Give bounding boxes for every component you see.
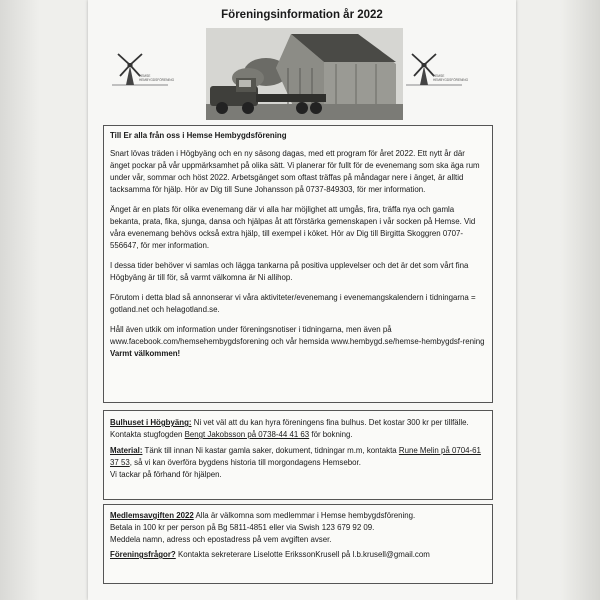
bulhus-text-b: för bokning. [309,430,353,439]
fee-payment: Betala in 100 kr per person på Bg 5811-4851 eller via Swish 123 679 92 09. [110,523,375,532]
svg-text:HEMBYGDSFÖRENING: HEMBYGDSFÖRENING [433,78,469,82]
material-contact: Rune Melin på 0704-61 37 53 [110,446,481,467]
bulhus-material-section [103,410,493,500]
fee-text: Alla är välkomna som medlemmar i Hemse hembygdsförening. [193,511,416,520]
material-text-a: Tänk till innan Ni kastar gamla saker, dokument, tidningar m.m, kontakta [142,446,399,455]
bulhus-text-a: Ni vet väl att du kan hyra föreningens fina bulhus. Det kostar 300 kr per tillfälle. Kontakta stugfogden [110,418,469,439]
questions-text: Kontakta sekreterare Liselotte ErikssonKrusell på l.b.krusell@gmail.com [175,550,430,559]
welcome-paragraph-1: Snart lövas träden i Högbyäng och en ny säsong dagas, med ett program för året 2022. Ett nytt år där änget pockar på vår uppmärksamhet på olika sätt. Vi planerar för fullt för de evenemang som ska äga rum under vår, sommar och höst 2022. Arbetsgänget som oftast träffas på måndagar nere i änget, är alltid tacksamma för hjälp. Hör av Dig till Sune Johansson på 0737-849303, för mer information. [110,149,480,194]
material-text-b: , så vi kan överföra bygdens historia till morgondagens Hemsebor. [129,458,361,467]
windmill-icon [112,52,175,92]
welcome-closing: Varmt välkommen! [110,349,181,358]
svg-text:HEMSE: HEMSE [433,74,445,78]
bulhus-contact: Bengt Jakobsson på 0738-44 41 63 [184,430,310,439]
windmill-logo-right [406,52,486,112]
barn-photo [206,28,403,120]
questions-label: Föreningsfrågor? [110,550,176,559]
material-label: Material: [110,446,143,455]
membership-section [103,504,493,584]
welcome-heading: Till Er alla från oss i Hemse Hembygdsförening [110,131,287,140]
bulhus-label: Bulhuset i Högbyäng: [110,418,192,427]
fee-label: Medlemsavgiften 2022 [110,511,194,520]
fee-note: Meddela namn, adress och epostadress på vem avgiften avser. [110,535,332,544]
page-title: Föreningsinformation år 2022 [221,9,383,21]
windmill-icon [406,52,469,92]
welcome-paragraph-3: I dessa tider behöver vi samlas och lägga tankarna på positiva upplevelser och det är det som vårt fina Högbyäng är till för, så varmt välkomna är Ni allihop. [110,261,469,282]
welcome-paragraph-2: Änget är en plats för olika evenemang där vi alla har möjlighet att umgås, fira, träffa nya och gamla bekanta, prata, fika, sjunga, dansa och hjälpas åt att förstärka gemenskapen i vår socken på Hemse. Vid våra evenemang behövs också extra hjälp, till exempel i köket. Hör av Dig till Birgitta Skoggren 0707-556647, för mer information. [110,205,476,250]
welcome-section [103,125,493,403]
material-thanks: Vi tackar på förhand för hjälpen. [110,470,222,479]
barn-truck-illustration [206,28,403,120]
info-sheet [88,0,516,600]
windmill-logo-left [112,52,192,112]
welcome-paragraph-5: Håll även utkik om information under föreningsnotiser i tidningarna, men även på www.facebook.com/hemsehembygdsforening och vår hemsida www.hembygd.se/hemse-hembygdsf-rening [110,325,485,346]
svg-text:HEMBYGDSFÖRENING: HEMBYGDSFÖRENING [139,78,175,82]
welcome-paragraph-4: Förutom i detta blad så annonserar vi våra aktiviteter/evenemang i evenemangskalendern i tidningarna = gotland.net och helagotland.se. [110,293,476,314]
svg-text:HEMSE: HEMSE [139,74,151,78]
